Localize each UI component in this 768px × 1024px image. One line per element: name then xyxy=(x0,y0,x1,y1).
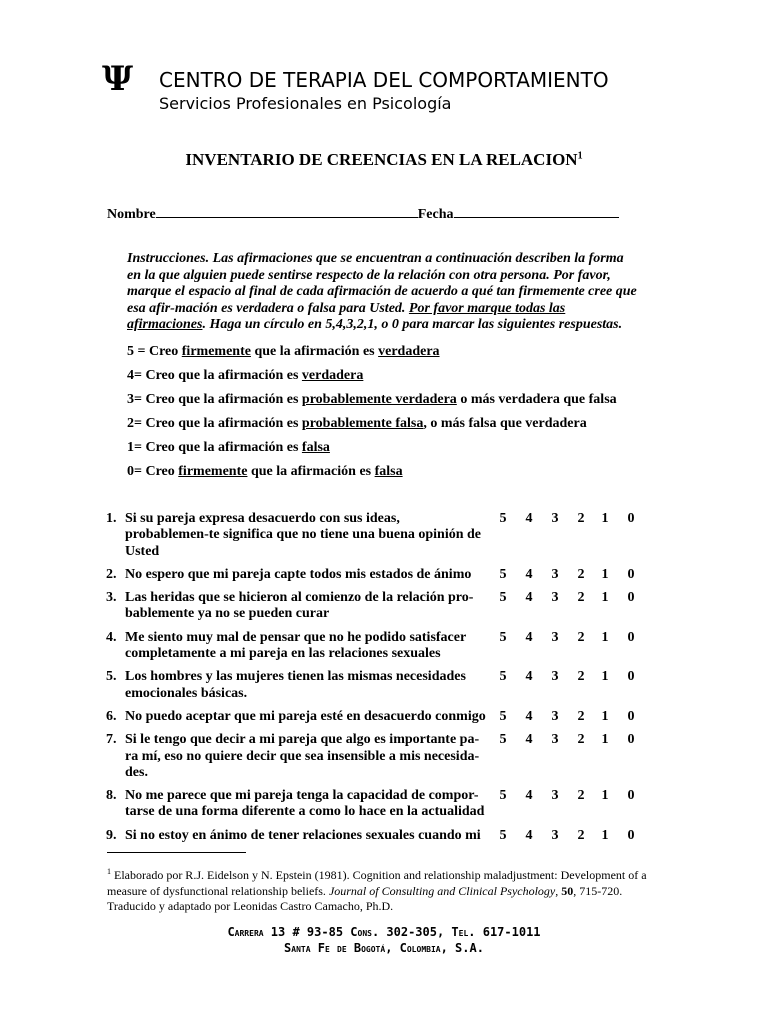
rating-option[interactable]: 3 xyxy=(551,708,559,724)
title-footnote-ref: 1 xyxy=(577,150,583,162)
item-text: Si le tengo que decir a mi pareja que algo es importante pa-ra mí, eso no quiere decir que sea insensible a mis necesida-des. xyxy=(125,732,480,780)
rating-option[interactable]: 3 xyxy=(551,669,559,685)
rating-option[interactable]: 4 xyxy=(525,732,533,748)
scale-line xyxy=(127,367,687,391)
item-text: Si no estoy en ánimo de tener relaciones sexuales cuando mi xyxy=(125,827,481,843)
rating-option[interactable]: 2 xyxy=(577,511,585,526)
item-text: Si su pareja expresa desacuerdo con sus ideas, probablemen-te significa que no tiene una buena opinión de Usted xyxy=(125,511,482,559)
rating-option[interactable]: 5 xyxy=(499,732,507,748)
rating-option[interactable]: 2 xyxy=(577,708,585,724)
scale-text: 5 = Creo xyxy=(127,344,182,359)
instructions-text-2: . Haga un círculo en 5,4,3,2,1, o 0 para marcar las siguientes respuestas. xyxy=(202,317,623,333)
item-number: 7. xyxy=(106,732,117,748)
rating-option[interactable]: 1 xyxy=(601,669,609,685)
questionnaire-item xyxy=(106,669,666,702)
footnote-text: Elaborado por R.J. Eidelson y N. Epstein (1981). Cognition and relationship maladjustment: Development of a measure of dysfunctional relationship beliefs. xyxy=(107,868,647,898)
org-name: CENTRO DE TERAPIA DEL COMPORTAMIENTO xyxy=(159,68,609,92)
item-number: 1. xyxy=(106,511,117,526)
rating-option[interactable]: 4 xyxy=(525,708,533,724)
scale-text: o más verdadera que falsa xyxy=(456,392,617,407)
scale-line xyxy=(127,439,687,463)
item-number: 4. xyxy=(106,629,117,645)
rating-option[interactable]: 1 xyxy=(601,732,609,748)
rating-option[interactable]: 2 xyxy=(577,566,585,582)
rating-option[interactable]: 0 xyxy=(627,566,635,582)
rating-option[interactable]: 1 xyxy=(601,590,609,606)
questionnaire-item xyxy=(106,732,666,781)
rating-option[interactable]: 1 xyxy=(601,827,609,843)
questionnaire-item xyxy=(106,709,666,725)
questionnaire-item xyxy=(106,630,666,663)
questionnaire-item xyxy=(106,788,666,821)
item-text: Me siento muy mal de pensar que no he podido satisfacer completamente a mi pareja en las relaciones sexuales xyxy=(125,629,466,662)
item-number: 9. xyxy=(106,827,117,843)
footnote xyxy=(107,864,652,915)
rating-option[interactable]: 2 xyxy=(577,669,585,685)
item-number: 8. xyxy=(106,788,117,804)
item-text: No espero que mi pareja capte todos mis estados de ánimo xyxy=(125,566,472,582)
scale-emphasis: verdadera xyxy=(301,368,364,383)
rating-option[interactable]: 2 xyxy=(577,629,585,645)
item-number: 6. xyxy=(106,708,117,724)
footnote-text: , xyxy=(555,883,562,898)
rating-option[interactable]: 5 xyxy=(499,788,507,804)
item-text: Las heridas que se hicieron al comienzo de la relación pro-bablemente ya no se pueden curar xyxy=(125,590,474,622)
rating-option[interactable]: 5 xyxy=(499,566,507,582)
rating-option[interactable]: 3 xyxy=(551,732,559,748)
rating-option[interactable]: 1 xyxy=(601,566,609,582)
rating-option[interactable]: 4 xyxy=(525,566,533,582)
response-scale xyxy=(127,343,687,487)
address-line-2: Santa Fe de Bogotá, Colombia, S.A. xyxy=(284,941,484,955)
rating-option[interactable]: 4 xyxy=(525,590,533,606)
title-text: INVENTARIO DE CREENCIAS EN LA RELACION xyxy=(185,150,578,169)
instructions xyxy=(127,251,641,334)
rating-option[interactable]: 0 xyxy=(627,827,635,843)
scale-emphasis: firmemente xyxy=(178,464,248,479)
item-number: 5. xyxy=(106,669,117,685)
questionnaire-item xyxy=(106,828,666,844)
scale-text: 1= Creo que la afirmación es xyxy=(127,440,302,455)
item-text: No me parece que mi pareja tenga la capacidad de compor-tarse de una forma diferente a como lo hace en la actualidad xyxy=(125,788,485,820)
rating-option[interactable]: 2 xyxy=(577,788,585,804)
scale-emphasis: verdadera xyxy=(378,344,440,359)
name-date-line xyxy=(107,205,619,223)
rating-option[interactable]: 3 xyxy=(551,590,559,606)
rating-option[interactable]: 0 xyxy=(627,788,635,804)
rating-option[interactable]: 5 xyxy=(499,708,507,724)
scale-line xyxy=(127,463,687,487)
scale-emphasis: falsa xyxy=(374,464,403,479)
scale-text: que la afirmación es xyxy=(250,344,379,359)
rating-option[interactable]: 0 xyxy=(627,669,635,685)
name-label: Nombre xyxy=(107,207,156,222)
rating-option[interactable]: 2 xyxy=(577,827,585,843)
scale-text: 4= Creo que la afirmación es xyxy=(127,368,302,383)
date-field[interactable] xyxy=(454,205,619,218)
rating-option[interactable]: 0 xyxy=(627,511,635,526)
rating-option[interactable]: 0 xyxy=(627,590,635,606)
scale-text: 2= Creo que la afirmación es xyxy=(127,416,302,431)
scale-emphasis: probablemente verdadera xyxy=(301,392,457,407)
footnote-divider xyxy=(107,852,246,853)
questionnaire-item xyxy=(106,567,666,583)
rating-option[interactable]: 5 xyxy=(499,669,507,685)
rating-option[interactable]: 0 xyxy=(627,732,635,748)
psi-logo: Ψ xyxy=(102,59,134,99)
scale-line xyxy=(127,391,687,415)
rating-option[interactable]: 4 xyxy=(525,669,533,685)
rating-option[interactable]: 4 xyxy=(525,827,533,843)
rating-option[interactable]: 3 xyxy=(551,511,559,526)
rating-option[interactable]: 1 xyxy=(601,511,609,526)
footnote-text: , 715-720. Traducido y adaptado por Leonidas Castro Camacho, Ph.D. xyxy=(107,883,623,913)
instructions-underlined: Por favor marque todas las afirmaciones xyxy=(127,300,566,333)
scale-emphasis: falsa xyxy=(301,440,330,455)
item-text: No puedo aceptar que mi pareja esté en desacuerdo conmigo xyxy=(125,708,486,724)
instructions-text-1: Instrucciones. Las afirmaciones que se encuentran a continuación describen la forma en la que alguien puede sentirse respecto de la relación con otra persona. Por favor, marque el espacio al final de cada afirmación de acuerdo a qué tan firmemente cree que esa afir-mación es verdadera o falsa para Usted. xyxy=(127,251,637,316)
address-line-1: Carrera 13 # 93-85 Cons. 302-305, Tel. 617-1011 xyxy=(227,925,541,939)
rating-option[interactable]: 2 xyxy=(577,590,585,606)
date-label: Fecha xyxy=(417,207,454,222)
scale-text: que la afirmación es xyxy=(247,464,375,479)
rating-option[interactable]: 0 xyxy=(627,708,635,724)
rating-option[interactable]: 1 xyxy=(601,708,609,724)
rating-option[interactable]: 4 xyxy=(525,788,533,804)
footnote-volume: 50 xyxy=(561,883,574,898)
rating-option[interactable]: 5 xyxy=(499,629,507,645)
footnote-journal: Journal of Consulting and Clinical Psychology xyxy=(328,883,556,898)
questionnaire-item xyxy=(106,590,666,623)
rating-option[interactable]: 5 xyxy=(499,590,507,606)
rating-option[interactable]: 4 xyxy=(525,629,533,645)
questionnaire-items xyxy=(106,511,666,851)
rating-option[interactable]: 1 xyxy=(601,629,609,645)
rating-option[interactable]: 1 xyxy=(601,788,609,804)
scale-text: 0= Creo xyxy=(127,464,179,479)
scale-line xyxy=(127,343,687,367)
rating-option[interactable]: 5 xyxy=(499,827,507,843)
rating-option[interactable]: 0 xyxy=(627,629,635,645)
scale-emphasis: firmemente xyxy=(181,344,251,359)
rating-option[interactable]: 3 xyxy=(551,827,559,843)
rating-option[interactable]: 3 xyxy=(551,566,559,582)
scale-text: , o más falsa que verdadera xyxy=(423,416,587,431)
rating-option[interactable]: 2 xyxy=(577,732,585,748)
questionnaire-item xyxy=(106,511,666,560)
rating-option[interactable]: 3 xyxy=(551,788,559,804)
org-subtitle: Servicios Profesionales en Psicología xyxy=(159,94,452,113)
rating-option[interactable]: 4 xyxy=(525,511,533,526)
scale-line xyxy=(127,415,687,439)
item-text: Los hombres y las mujeres tienen las mismas necesidades emocionales básicas. xyxy=(125,669,466,701)
footnote-number: 1 xyxy=(107,867,111,876)
scale-emphasis: probablemente falsa xyxy=(301,416,424,431)
rating-option[interactable]: 3 xyxy=(551,629,559,645)
scale-text: 3= Creo que la afirmación es xyxy=(127,392,302,407)
name-field[interactable] xyxy=(156,205,418,218)
rating-option[interactable]: 5 xyxy=(499,511,507,526)
item-number: 3. xyxy=(106,590,117,606)
page-title xyxy=(0,150,768,170)
item-number: 2. xyxy=(106,566,117,582)
